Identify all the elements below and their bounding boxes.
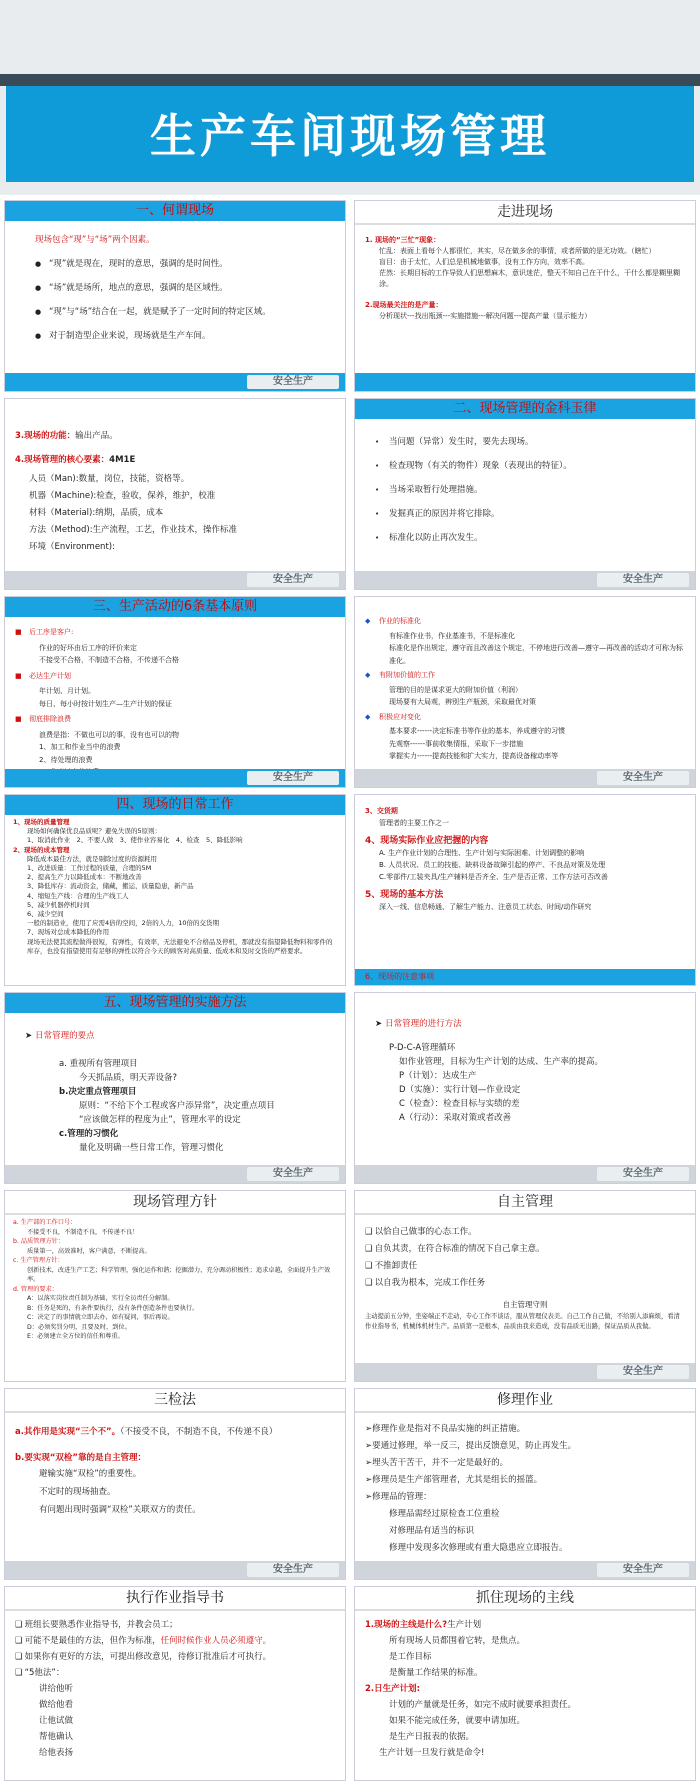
slide-footer: [5, 1165, 345, 1183]
slide-title: 修理作业: [355, 1389, 695, 1413]
section-heading: d. 管理的要求：: [13, 1285, 58, 1293]
section-heading: a.其作用是实现“三个不”。: [15, 1427, 121, 1437]
list-item: 2、待处理的浪费: [39, 755, 93, 764]
section-heading: ◆ 有附加价值的工作: [365, 669, 685, 682]
paragraph: 管理者的主要工作之一: [379, 819, 449, 827]
slide-intro: 现场包含“现”与“场”两个因素。: [35, 235, 155, 245]
paragraph: P-D-C-A管理循环: [389, 1043, 456, 1053]
section-heading: b. 品质管理方针：: [13, 1238, 65, 1245]
slide-footer: [5, 571, 345, 589]
slide-implementation: [4, 992, 346, 1184]
paragraph: 标准化是作出规定，遵守而且改善这个规定，不停地进行改善—遵守—再改善的活动才可称为标准化。: [389, 644, 683, 665]
list-item: ❑ “5他法”：: [15, 1665, 335, 1681]
paragraph: B. 人员状况、员工的技能、缺料设备故障引起的停产、不良品对策及处理: [379, 861, 606, 869]
list-item: 让他试做: [39, 1716, 74, 1726]
slide-footer: [355, 1561, 695, 1579]
paragraph: 茫然：长期目标的工作导致人们思想麻木，意识迷茫，整天不知自己在干什么，干什么都是糊里糊涂。: [379, 269, 680, 288]
section-heading: 3.现场的功能：: [15, 431, 76, 441]
list-item: 机器（Machine):检查，验收，保养，维护，校准: [29, 491, 216, 501]
title-banner: [0, 0, 700, 195]
list-item: 修理中发现多次修理或有重大隐患应立即报告。: [389, 1543, 568, 1553]
safety-logo: 安全生产: [247, 771, 339, 785]
slide-footer: [355, 571, 695, 589]
list-item: ❑ 不推卸责任: [365, 1259, 685, 1273]
list-item: 4、缩短生产线：合理的生产线工人: [27, 891, 129, 900]
safety-logo: 安全生产: [597, 771, 689, 785]
paragraph: 分析现状---找出瓶颈---实施措施---解决问题---提高产量（显示能力）: [379, 312, 592, 320]
list-item: ● 对于制造型企业来说，现场就是生产车间。: [35, 329, 335, 343]
list-item: 人员（Man):数量，岗位，技能，资格等。: [29, 474, 190, 484]
paragraph: A（行动）：采取对策或者改善: [399, 1113, 512, 1123]
slide-enter-site: [354, 200, 696, 392]
paragraph: 量化及明确一些日常工作，管理习惯化: [79, 1143, 224, 1153]
paragraph: 不定时的现场抽查。: [39, 1487, 116, 1497]
section-heading: 2、现场的成本管理: [13, 845, 70, 854]
section-heading: ■ 后工序是客户:: [15, 626, 335, 639]
list-item: 环境（Environment):: [29, 542, 115, 552]
list-item: 对修理品有适当的标识: [389, 1526, 475, 1536]
section-heading: 6、现场的注意事项: [355, 969, 695, 985]
slide-daily-work: [4, 794, 346, 986]
slide-title: 抓住现场的主线: [355, 1587, 695, 1611]
list-item: ❑ 自负其责，在符合标准的情况下自己拿主意。: [365, 1242, 685, 1256]
list-item: ❑ 班组长要熟悉作业指导书，并教会员工；: [15, 1617, 335, 1633]
safety-logo: 安全生产: [247, 1563, 339, 1577]
paragraph: 管理的目的是谋求更大的附加价值（利润）: [389, 685, 522, 694]
slide-work-instructions: [4, 1586, 346, 1781]
list-item: ❑ 如果你有更好的方法，可提出修改意见，待修订批准后才可执行。: [15, 1649, 335, 1665]
section-heading: 1.现场的主线是什么?: [365, 1620, 448, 1630]
slide-title: 二、现场管理的金科玉律: [355, 399, 695, 419]
list-item: 修理品需经过原检查工位重检: [389, 1509, 500, 1519]
paragraph: 主动提前五分钟，坐姿端正不走动，专心工作不谈话，服从管理仪表美。自己工作自己做，不给别人添麻烦，看清作业指导书，机械体机材生产。品质第一是根本，品质由我来造成，没有品质无出路，保证品质从我做。: [365, 1313, 680, 1330]
heading-value: 生产计划: [447, 1620, 482, 1630]
paragraph: 原则：“不给下个工程或客户添异常”，决定重点项目: [79, 1101, 275, 1111]
paragraph: 是衡量工作结果的标准。: [389, 1668, 483, 1678]
paragraph: 深入一线、信息畅通、了解生产能力、注意员工状态、时间/动作研究: [379, 903, 592, 911]
section-heading: ■ 必达生产计划: [15, 670, 335, 683]
list-item: 2、提高生产力以降低成本：不断地改善: [27, 873, 142, 882]
section-heading: ◆ 积极应对变化: [365, 711, 685, 724]
list-item: ● “现”就是现在，现时的意思，强调的是时间性。: [35, 257, 335, 271]
slide-delivery: [354, 794, 696, 986]
paragraph: 今天抓品质，明天弄设备?: [79, 1073, 178, 1083]
paragraph: 盲目：由于太忙，人们总是机械地做事，没有工作方向，效率不高。: [379, 258, 589, 266]
safety-logo: 安全生产: [597, 573, 689, 587]
slide-title: 一、何谓现场: [5, 201, 345, 221]
slide-main-line: [354, 1586, 696, 1781]
slide-policy: [4, 1190, 346, 1382]
list-item: ❑ 以自我为根本，完成工作任务: [365, 1276, 685, 1290]
list-item: ➢修理员是生产部管理者，尤其是组长的摇篮。: [365, 1475, 543, 1485]
safety-logo: 安全生产: [597, 1563, 689, 1577]
paragraph: 避输实施“双检”的重要性。: [39, 1469, 142, 1479]
slide-standardization: [354, 596, 696, 788]
list-item: ➢修理作业是指对不良品实施的纠正措施。: [365, 1424, 526, 1434]
list-item: • 发掘真正的原因并将它排除。: [375, 507, 685, 521]
paragraph: 基本要求------决定标准书等作业的基本，养成遵守的习惯: [389, 727, 566, 735]
heading-value: （不接受不良，不制造不良，不传递不良）: [120, 1427, 278, 1437]
list-item: B：任务是死的，有条件要执行，没有条件创造条件也要执行。: [27, 1304, 199, 1312]
section-heading: 4、现场实际作业应把握的内容: [365, 836, 489, 846]
section-heading: 4.现场管理的核心要素：: [15, 455, 110, 465]
slide-footer: [5, 373, 345, 391]
section-heading: ➤ 日常管理的进行方法: [375, 1017, 685, 1031]
slide-title: 现场管理方针: [5, 1191, 345, 1215]
section-heading: 2.日生产计划:: [365, 1684, 421, 1694]
paragraph: 有标准作业书，作业基准书，不是标准化: [389, 631, 515, 640]
list-item: • 当问题（异常）发生时，要先去现场。: [375, 435, 685, 449]
list-item: 3、降低库存：流动资金，储藏，搬运，质量隐患，新产品: [27, 882, 194, 891]
paragraph: 所有现场人员都围着它转，是焦点。: [389, 1636, 526, 1646]
paragraph: D（实施）：实行计划—作业设定: [399, 1085, 521, 1095]
paragraph: C.零部件/工装夹具/生产辅料是否齐全、生产是否正常、工作方法可否改善: [379, 873, 608, 881]
page-title: 生产车间现场管理: [150, 109, 550, 163]
safety-logo: 安全生产: [247, 573, 339, 587]
paragraph: 是工作目标: [389, 1652, 432, 1662]
paragraph: 如作业管理，目标为生产计划的达成、生产率的提高。: [399, 1057, 604, 1067]
safety-logo: 安全生产: [597, 1365, 689, 1379]
paragraph: b.决定重点管理项目: [59, 1087, 137, 1097]
list-item: 给他表扬: [39, 1748, 74, 1758]
slide-title: 五、现场管理的实施方法: [5, 993, 345, 1013]
list-item: 1、改进质量：工作过程的质量，合理的5M: [27, 864, 152, 873]
section-heading: 5、现场的基本方法: [365, 890, 444, 900]
list-item: • 当场采取暂行处理措施。: [375, 483, 685, 497]
paragraph: 创新技术，改进生产工艺；科学管理，强化运作和谐；挖掘潜力，充分调动积极性；追求卓越，全面提升生产效率。: [27, 1266, 331, 1283]
list-item: 1、加工和作业当中的浪费: [39, 743, 121, 751]
paragraph: 生产计划一旦发行就是命令!: [379, 1748, 485, 1758]
paragraph: 是生产日报表的依据。: [389, 1732, 475, 1742]
paragraph: 浪费是指：不做也可以的事，没有也可以的物: [39, 730, 179, 739]
list-item: 6、减少空间: [27, 910, 64, 919]
list-item: • 标准化以防止再次发生。: [375, 531, 685, 545]
list-item: ❑ 可能不是最佳的方法，但作为标准，任何时候作业人员必须遵守。: [15, 1633, 335, 1649]
heading-value: 4M1E: [109, 455, 136, 465]
list-item: C：决定了的事情就立即去办，如有疑问，事后再说。: [27, 1314, 174, 1321]
list-item: 7、现场对总成本降低的作用: [27, 928, 110, 937]
paragraph: a. 重视所有管理项目: [59, 1059, 138, 1069]
slide-repair: [354, 1388, 696, 1580]
slide-footer: [355, 1165, 695, 1183]
paragraph: 年计划、月计划。: [39, 687, 95, 695]
slide-title: 三检法: [5, 1389, 345, 1413]
paragraph: 作业的好坏由后工序的评价来定: [39, 643, 137, 652]
paragraph: 现场要有大局观，辨别生产瓶颈，采取最优对策: [389, 698, 536, 706]
section-heading: 1、现场的质量管理: [13, 818, 70, 826]
heading-value: 输出产品。: [75, 431, 118, 441]
slide-golden-rules: [354, 398, 696, 590]
list-item: ➢要通过修理，举一反三，提出反馈意见，防止再发生。: [365, 1441, 577, 1451]
paragraph: 现场无法使其流程做得很短，有弹性，有效率，无法避免不合格品及停机，那就没有指望降低物料和零件的库存，也没有指望使用有足够的弹性以符合今天的顾客对高质量、低成本和及时交货的严格要求。: [27, 937, 333, 955]
safety-logo: 安全生产: [247, 375, 339, 389]
slide-title: 执行作业指导书: [5, 1587, 345, 1611]
safety-logo: 安全生产: [247, 1167, 339, 1181]
list-item: 方法（Method):生产流程，工艺，作业技术，操作标准: [29, 525, 238, 535]
slide-title: 走进现场: [355, 201, 695, 225]
list-item: D：必须奖罚分明，且要及时，到位。: [27, 1323, 131, 1331]
list-item: ● “现”与“场”结合在一起，就是赋予了一定时间的特定区域。: [35, 305, 335, 319]
paragraph: 每日、每小时按计划生产—生产计划的保证: [39, 699, 172, 708]
slide-footer: [355, 769, 695, 787]
paragraph: P（计划）：达成生产: [399, 1071, 477, 1081]
paragraph: 降低成本最佳方法，就是剔除过度的资源耗用: [27, 854, 157, 863]
paragraph: 现场如何确保优良品质呢？避免失误的5原则：: [27, 827, 162, 836]
section-heading: c. 生产管理方针：: [13, 1257, 64, 1264]
paragraph: A. 生产作业计划的合理性、生产计划与实际困难、计划调整的影响: [379, 849, 585, 857]
paragraph: 忙乱：表面上看每个人都很忙，其实，尽在做多余的事情，或者所做的是无功效。（瞎忙）: [379, 247, 656, 255]
slide-six-principles: [4, 596, 346, 788]
list-item: 帮他确认: [39, 1732, 74, 1742]
section-heading: b.要实现“双检”靠的是自主管理：: [15, 1453, 146, 1463]
slide-three-checks: [4, 1388, 346, 1580]
slide-title: 三、生产活动的6条基本原则: [5, 597, 345, 617]
list-item: 做给他看: [39, 1700, 74, 1710]
list-item: 5、减少机器停机时间: [27, 900, 90, 909]
slide-footer: [5, 1561, 345, 1579]
slide-pdca: [354, 992, 696, 1184]
list-item: 讲给他听: [39, 1684, 74, 1694]
slide-site-function: [4, 398, 346, 590]
section-heading: 2.现场最关注的是产量：: [365, 301, 443, 309]
list-item: ● “场”就是场所，地点的意思，强调的是区域性。: [35, 281, 335, 295]
paragraph: “应该做怎样的程度为止”，管理水平的设定: [79, 1115, 241, 1125]
list-item: A：以落实岗位责任制为基础，实行全员责任分解制。: [27, 1295, 174, 1302]
paragraph: 不接受不合格，不制造不合格，不传递不合格: [39, 656, 179, 664]
list-item: 材料（Material):纳期，品质，成本: [29, 508, 164, 518]
paragraph: 不接受不良，不制造不良，不传递不良！: [27, 1228, 139, 1236]
section-heading: ➤ 日常管理的要点: [25, 1029, 335, 1043]
paragraph: 如果不能完成任务，就要申请加班。: [389, 1716, 526, 1726]
paragraph: c.管理的习惯化: [59, 1129, 119, 1139]
section-heading: a. 生产部的工作口号：: [13, 1219, 77, 1226]
section-heading: ■ 彻底排除浪费: [15, 713, 335, 726]
slide-self-management: [354, 1190, 696, 1382]
section-heading: 1. 现场的“三忙”现象：: [365, 236, 441, 244]
list-item: ➢埋头苦干苦干，并不一定是最好的。: [365, 1458, 509, 1468]
paragraph: 1、取消此作业 2、不要人做 3、使作业容易化 4、检查 5、降低影响: [27, 836, 243, 845]
slide-footer: [355, 1363, 695, 1381]
slide-what-is-site: [4, 200, 346, 392]
list-item: • 检查现物（有关的物件）现象（表现出的特征）。: [375, 459, 685, 473]
slide-title: 自主管理: [355, 1191, 695, 1215]
subheading: 自主管理守则: [502, 1300, 548, 1309]
paragraph: 质量第一，高效准时，客户满意，不断提高。: [27, 1247, 151, 1255]
list-item: E：必须建立全方位的信任和尊重。: [27, 1333, 124, 1340]
safety-logo: 安全生产: [597, 1167, 689, 1181]
paragraph: 先观察------事前收集情报，采取下一步措施: [389, 739, 524, 748]
section-heading: ◆ 作业的标准化: [365, 615, 685, 628]
paragraph: 计划的产量就是任务，如完不成时就要承担责任。: [389, 1700, 577, 1710]
slide-footer: [355, 373, 695, 391]
slide-title: 四、现场的日常工作: [5, 795, 345, 815]
list-item: ➢修理品的管理：: [365, 1492, 432, 1502]
section-heading: 3、交货期: [365, 807, 398, 815]
list-item: 一般的制造业，使用了应需4倍的空间，2倍的人力，10倍的交货期: [27, 919, 220, 928]
paragraph: 掌握实力------提高技能和扩大实力，提高设备稼动率等: [389, 752, 559, 760]
banner-topbar: [0, 74, 700, 86]
list-item: ❑ 以恰自己做事的心态工作。: [365, 1225, 685, 1239]
paragraph: C（检查）：检查目标与实绩的差: [399, 1099, 520, 1109]
paragraph: 有问题出现时强调“双检”关联双方的责任。: [39, 1505, 201, 1515]
slide-footer: [5, 769, 345, 787]
